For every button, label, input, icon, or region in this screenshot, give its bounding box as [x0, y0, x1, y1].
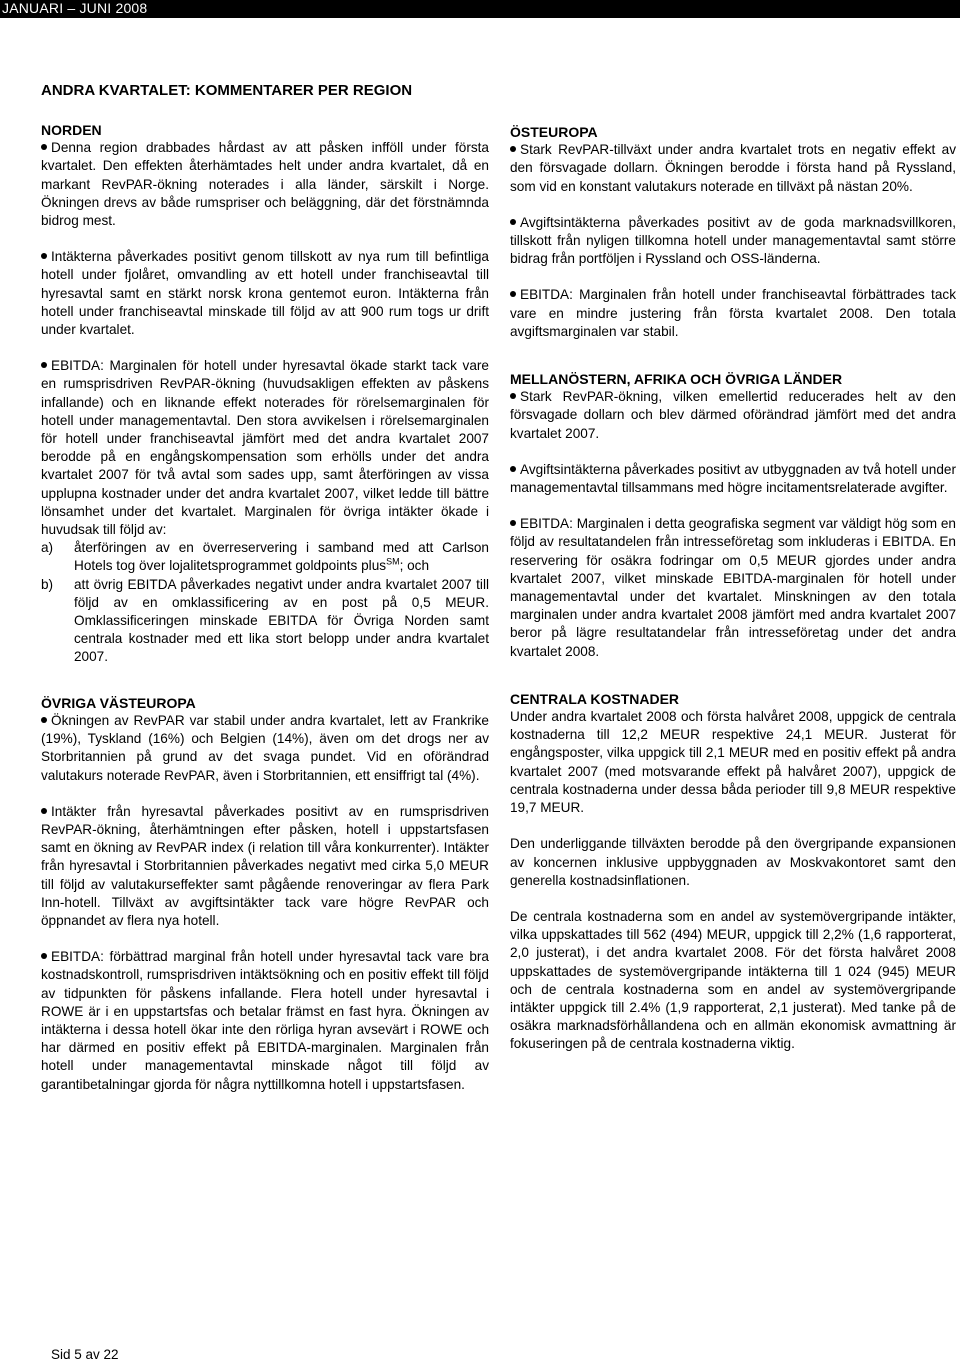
paragraph: Avgiftsintäkterna påverkades positivt av de goda marknadsvillkoren, tillskott från nyligen tillkomna hotell under managementavtal samt större bidrag från portföljen i Ryssland och OSS-länderna. [510, 214, 956, 267]
bullet-icon [41, 362, 47, 368]
bullet-icon [41, 253, 47, 259]
section-heading-centrala-kostnader: CENTRALA KOSTNADER [510, 690, 680, 707]
header-bar [0, 0, 960, 18]
bullet-icon [510, 393, 516, 399]
section-heading-norden: NORDEN [41, 122, 102, 138]
list-marker: a) [41, 540, 54, 556]
paragraph: Stark RevPAR-ökning, vilken emellertid reducerades helt av den försvagade dollarn och blev därmed oförändrad jämfört med det andra kvartalet 2007. [510, 389, 956, 441]
section-heading-mellanostern: MELLANÖSTERN, AFRIKA OCH ÖVRIGA LÄNDER [510, 371, 843, 388]
list-item: b) att övrig EBITDA påverkades negativt under andra kvartalet 2007 till följd av en omklassificering av en post på 0,5 MEUR. Omklassificeringen minskade EBITDA för Övriga Norden samt centrala kostnader med ett lika stort belopp under andra kvartalet 2007. [41, 576, 489, 667]
section-heading-ovriga-vasteuropa: ÖVRIGA VÄSTEUROPA [41, 694, 196, 711]
paragraph: EBITDA: Marginalen för hotell under hyresavtal ökade starkt tack vare en rumsprisdriven RevPAR-ökning (huvudsakligen effekten av påskens infallande) och en liknande effekt noterades för rörelsemarginalen för hotell under managementavtal. Den stora avvikelsen i rörelsemarginalen för hotell under franchiseavtal jämfört med det andra kvartalet 2007 berodde på en engångskompensation som erhölls under det andra kvartalet 2007 för två avtal som sades upp, samt återföringen av vissa upplupna kostnader under det andra kvartalet 2007, vilket ledde till bättre lönsamhet under det kvartalet. Marginalen för övriga intäkter ökade i huvudsak till följd av: [41, 358, 489, 538]
bullet-icon [510, 291, 516, 297]
paragraph: EBITDA: Marginalen från hotell under franchiseavtal förbättrades tack vare en mindre justering från första kvartalet 2008. Den totala avgiftsmarginalen var stabil. [510, 287, 956, 339]
page-number: Sid 5 av 22 [51, 1347, 119, 1362]
list-marker: b) [41, 576, 54, 592]
bullet-icon [41, 953, 47, 959]
header-period: JANUARI – JUNI 2008 [2, 0, 148, 16]
bullet-icon [41, 717, 47, 723]
paragraph: EBITDA: förbättrad marginal från hotell under hyresavtal tack vare bra kostnadskontroll, rumsprisdriven intäktsökning och en positiv effekt till följd av tidpunkten för påskens infallande. Flera hotell under hyresavtal i ROWE är i en uppstartsfas och betalar främst en fast hyra. Ökningen av intäkterna i dessa hotell ökar inte den rörliga hyran avsevärt i ROWE och har därmed en positiv effekt på EBITDA-marginalen. Marginalen från hotell under managementavtal minskade något till följd av garantibetalningar gjorda för några nyttillkomna hotell i uppstartsfasen. [41, 949, 489, 1092]
paragraph: Intäkter från hyresavtal påverkades positivt av en rumsprisdriven RevPAR-ökning, återhämtningen efter påsken, hotell i uppstartsfasen samt en ökning av RevPAR index (i relation till våra konkurrenter). Intäkter från hyresavtal i Storbritannien påverkades negativt med cirka 5,0 MEUR till följd av valutakurseffekter samt pågående renoveringar av flera Park Inn-hotell. Tillväxt av avgiftsintäkter tack vare högre RevPAR och öppnandet av flera nya hotell. [41, 803, 489, 928]
page-title: ANDRA KVARTALET: KOMMENTARER PER REGION [41, 82, 413, 99]
bullet-icon [510, 219, 516, 225]
paragraph: Ökningen av RevPAR var stabil under andra kvartalet, lett av Frankrike (19%), Tyskland (16%) och Belgien (14%), även om det drogs ner av Storbritannien på grund av det svaga pundet. Vid en oförändrad valutakurs noterade RevPAR, även i Storbritannien, ett ensiffrigt tal (4%). [41, 712, 489, 783]
right-column [510, 123, 956, 1054]
bullet-icon [510, 146, 516, 152]
bullet-icon [510, 520, 516, 526]
list-item: a) återföringen av en överreservering i samband med att Carlson Hotels tog över lojalitetsprogrammet goldpoints plus℠; och [41, 539, 489, 575]
paragraph: Intäkterna påverkades positivt genom tillskott av nya rum till befintliga hotell under fjolåret, omvandling av ett hotell under franchiseavtal till hyresavtal samt en stärkt norsk krona gentemot euron. Intäkterna från hotell under franchiseavtal minskade till följd av att 900 rum togs ur drift under kvartalet. [41, 249, 489, 338]
bullet-icon [41, 144, 47, 150]
paragraph: De centrala kostnaderna som en andel av systemövergripande intäkter, vilka uppskattades till 562 (494) MEUR, uppgick till 2,2% (1,6 rapporterat, 2,0 justerat), i det andra kvartalet 2008. För det första halvåret 2008 uppskattades de systemövergripande intäkterna till 1 024 (945) MEUR och de centrala kostnaderna som en andel av systemövergripande intäkter uppgick till 2.4% (1,9 rapporterat, 2,1 justerat). Med tanke på de osäkra marknadsförhållandena och en allmän ekonomisk avmattning är fokuseringen på de centrala kostnaderna viktig. [510, 908, 956, 1052]
paragraph: Avgiftsintäkterna påverkades positivt av utbyggnaden av två hotell under managementavtal tillsammans med högre incitamentsrelaterade avgifter. [510, 461, 956, 496]
left-column [41, 121, 489, 1094]
paragraph: Stark RevPAR-tillväxt under andra kvartalet trots en negativ effekt av den försvagade dollarn. Ökningen berodde i första hand på Ryssland, som vid en konstant valutakurs noterade en tillväxt på nästan 20%. [510, 142, 956, 194]
paragraph: Under andra kvartalet 2008 och första halvåret 2008, uppgick de centrala kostnaderna till 12,2 MEUR respektive 24,1 MEUR. Justerat för engångsposter, vilka uppgick till 2,1 MEUR med en positiv effekt på andra kvartalet 2007 (med motsvarande effekt på halvåret 2007), uppgick de centrala kostnaderna under dessa båda perioder till 9,8 MEUR respektive 19,7 MEUR. [510, 709, 956, 816]
paragraph: Denna region drabbades hårdast av att påsken infföll under första kvartalet. Den effekten återhämtades helt under andra kvartalet, då en markant RevPAR-ökning noterades i alla länder, särskilt i Norge. Ökningen drevs av både rumspriser och beläggning, där det förstnämnda bidrog mest. [41, 140, 489, 229]
paragraph: EBITDA: Marginalen i detta geografiska segment var väldigt hög som en följd av resultatandelen från intresseföretag som inkluderas i EBITDA. En reservering för osäkra fodringar om 0,5 MEUR gjordes under andra kvartalet 2007, vilket minskade EBITDA-marginalen för hotell under managementavtal under det kvartalet. Minskningen av den totala marginalen under andra kvartalet 2008 jämfört med andra kvartalet 2007 beror på lägre resultatandelar från intresseföretag under det andra kvartalet 2008. [510, 516, 956, 659]
bullet-icon [510, 466, 516, 472]
section-heading-osteuropa: ÖSTEUROPA [510, 124, 598, 140]
paragraph: Den underliggande tillväxten berodde på den övergripande expansionen av koncernen inklusive uppbyggnaden av Moskvakontoret samt den generella kostnadsinflationen. [510, 836, 956, 888]
bullet-icon [41, 808, 47, 814]
